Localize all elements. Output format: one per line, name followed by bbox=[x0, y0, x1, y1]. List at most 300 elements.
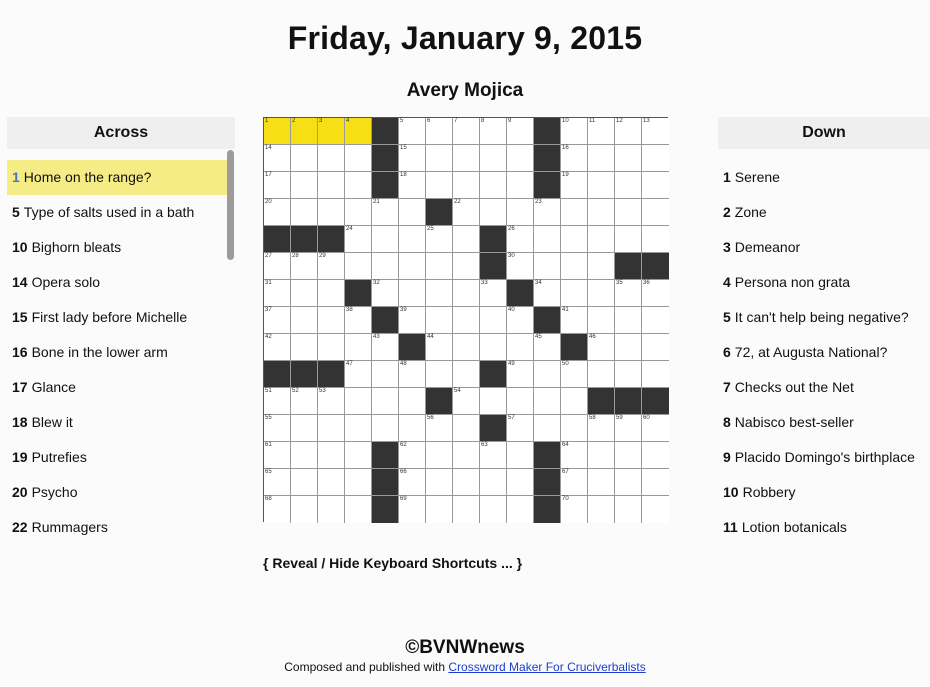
clue-number: 11 bbox=[723, 519, 738, 535]
cell-number: 20 bbox=[265, 199, 272, 205]
grid-cell[interactable] bbox=[453, 415, 480, 442]
grid-cell[interactable] bbox=[264, 469, 291, 496]
grid-cell[interactable] bbox=[534, 334, 561, 361]
black-square bbox=[480, 361, 507, 388]
across-clue-17[interactable] bbox=[7, 370, 229, 405]
grid-cell[interactable] bbox=[345, 118, 372, 145]
grid-cell[interactable] bbox=[291, 307, 318, 334]
grid-cell[interactable] bbox=[480, 145, 507, 172]
cell-number: 63 bbox=[481, 442, 488, 448]
down-clue-3[interactable] bbox=[718, 230, 930, 265]
grid-cell[interactable] bbox=[453, 253, 480, 280]
grid-cell[interactable] bbox=[426, 496, 453, 523]
grid-cell[interactable] bbox=[480, 118, 507, 145]
grid-cell[interactable] bbox=[399, 442, 426, 469]
grid-cell[interactable] bbox=[507, 172, 534, 199]
across-header: Across bbox=[7, 117, 235, 149]
across-clue-10[interactable] bbox=[7, 230, 229, 265]
cell-number: 52 bbox=[292, 388, 299, 394]
cell-number: 4 bbox=[346, 118, 350, 124]
clue-number: 20 bbox=[12, 484, 28, 500]
grid-cell[interactable] bbox=[561, 172, 588, 199]
grid-cell[interactable] bbox=[615, 280, 642, 307]
grid-cell[interactable] bbox=[534, 280, 561, 307]
black-square bbox=[615, 253, 642, 280]
grid-cell[interactable] bbox=[642, 496, 669, 523]
down-header: Down bbox=[718, 117, 930, 149]
footer-brand: ©BVNWnews bbox=[405, 637, 525, 658]
black-square bbox=[372, 442, 399, 469]
down-clue-1[interactable] bbox=[718, 160, 930, 195]
clue-number: 7 bbox=[723, 379, 731, 395]
grid-cell[interactable] bbox=[399, 280, 426, 307]
grid-cell[interactable] bbox=[426, 118, 453, 145]
cell-number: 24 bbox=[346, 226, 353, 232]
grid-cell[interactable] bbox=[588, 307, 615, 334]
grid-cell[interactable] bbox=[345, 361, 372, 388]
cell-number: 7 bbox=[454, 118, 458, 124]
cell-number: 33 bbox=[481, 280, 488, 286]
grid-cell[interactable] bbox=[264, 334, 291, 361]
grid-cell[interactable] bbox=[453, 226, 480, 253]
grid-cell[interactable] bbox=[291, 253, 318, 280]
grid-cell[interactable] bbox=[426, 226, 453, 253]
grid-cell[interactable] bbox=[345, 199, 372, 226]
grid-cell[interactable] bbox=[264, 388, 291, 415]
across-clue-16[interactable] bbox=[7, 335, 229, 370]
cell-number: 25 bbox=[427, 226, 434, 232]
grid-cell[interactable] bbox=[318, 334, 345, 361]
grid-cell[interactable] bbox=[588, 334, 615, 361]
black-square bbox=[615, 388, 642, 415]
grid-cell[interactable] bbox=[561, 469, 588, 496]
clue-number: 10 bbox=[12, 239, 28, 255]
clue-number: 19 bbox=[12, 449, 28, 465]
footer-credit bbox=[0, 660, 930, 674]
grid-cell[interactable] bbox=[480, 172, 507, 199]
grid-cell[interactable] bbox=[561, 388, 588, 415]
across-clue-15[interactable] bbox=[7, 300, 229, 335]
grid-cell[interactable] bbox=[399, 199, 426, 226]
grid-cell[interactable] bbox=[507, 442, 534, 469]
grid-cell[interactable] bbox=[399, 253, 426, 280]
cell-number: 64 bbox=[562, 442, 569, 448]
black-square bbox=[534, 118, 561, 145]
grid-cell[interactable] bbox=[453, 145, 480, 172]
grid-cell[interactable] bbox=[399, 415, 426, 442]
grid-cell[interactable] bbox=[588, 415, 615, 442]
clue-number: 3 bbox=[723, 239, 731, 255]
grid-cell[interactable] bbox=[615, 226, 642, 253]
black-square bbox=[534, 307, 561, 334]
grid-cell[interactable] bbox=[642, 172, 669, 199]
across-clue-22[interactable] bbox=[7, 510, 229, 545]
clue-text: 72, at Augusta National? bbox=[734, 344, 888, 360]
grid-cell[interactable] bbox=[642, 226, 669, 253]
grid-cell[interactable] bbox=[588, 361, 615, 388]
cell-number: 36 bbox=[643, 280, 650, 286]
grid-cell[interactable] bbox=[291, 496, 318, 523]
grid-cell[interactable] bbox=[372, 280, 399, 307]
grid-cell[interactable] bbox=[372, 253, 399, 280]
grid-cell[interactable] bbox=[507, 388, 534, 415]
grid-cell[interactable] bbox=[318, 253, 345, 280]
grid-cell[interactable] bbox=[453, 118, 480, 145]
down-clue-7[interactable] bbox=[718, 370, 930, 405]
cell-number: 69 bbox=[400, 496, 407, 502]
grid-cell[interactable] bbox=[399, 361, 426, 388]
grid-cell[interactable] bbox=[507, 496, 534, 523]
cell-number: 65 bbox=[265, 469, 272, 475]
grid-cell[interactable] bbox=[588, 118, 615, 145]
down-clue-10[interactable] bbox=[718, 475, 930, 510]
grid-cell[interactable] bbox=[615, 361, 642, 388]
grid-cell[interactable] bbox=[345, 496, 372, 523]
grid-cell[interactable] bbox=[291, 280, 318, 307]
grid-cell[interactable] bbox=[291, 199, 318, 226]
cell-number: 45 bbox=[535, 334, 542, 340]
clue-text: Blew it bbox=[31, 414, 73, 430]
grid-cell[interactable] bbox=[615, 145, 642, 172]
grid-cell[interactable] bbox=[264, 496, 291, 523]
cell-number: 53 bbox=[319, 388, 326, 394]
grid-cell[interactable] bbox=[345, 226, 372, 253]
grid-cell[interactable] bbox=[291, 415, 318, 442]
grid-cell[interactable] bbox=[507, 226, 534, 253]
grid-cell[interactable] bbox=[588, 496, 615, 523]
grid-cell[interactable] bbox=[399, 388, 426, 415]
cell-number: 10 bbox=[562, 118, 569, 124]
grid-cell[interactable] bbox=[372, 415, 399, 442]
down-clue-6[interactable] bbox=[718, 335, 930, 370]
grid-cell[interactable] bbox=[318, 442, 345, 469]
cell-number: 6 bbox=[427, 118, 431, 124]
grid-cell[interactable] bbox=[480, 442, 507, 469]
cell-number: 9 bbox=[508, 118, 512, 124]
black-square bbox=[642, 253, 669, 280]
crossword-maker-link[interactable]: Crossword Maker For Cruciverbalists bbox=[448, 660, 646, 674]
grid-cell[interactable] bbox=[372, 199, 399, 226]
across-clue-18[interactable] bbox=[7, 405, 229, 440]
grid-cell[interactable] bbox=[642, 361, 669, 388]
grid-cell[interactable] bbox=[345, 172, 372, 199]
grid-cell[interactable] bbox=[561, 307, 588, 334]
grid-cell[interactable] bbox=[399, 145, 426, 172]
grid-cell[interactable] bbox=[291, 388, 318, 415]
grid-cell[interactable] bbox=[642, 145, 669, 172]
grid-cell[interactable] bbox=[615, 307, 642, 334]
keyboard-shortcuts-toggle[interactable]: { Reveal / Hide Keyboard Shortcuts ... } bbox=[263, 555, 523, 571]
grid-cell[interactable] bbox=[588, 253, 615, 280]
black-square bbox=[372, 496, 399, 523]
grid-cell[interactable] bbox=[453, 361, 480, 388]
grid-cell[interactable] bbox=[318, 496, 345, 523]
grid-cell[interactable] bbox=[453, 442, 480, 469]
black-square bbox=[264, 226, 291, 253]
grid-cell[interactable] bbox=[534, 226, 561, 253]
grid-cell[interactable] bbox=[615, 442, 642, 469]
grid-cell[interactable] bbox=[615, 415, 642, 442]
grid-cell[interactable] bbox=[372, 226, 399, 253]
cell-number: 27 bbox=[265, 253, 272, 259]
grid-cell[interactable] bbox=[588, 469, 615, 496]
grid-cell[interactable] bbox=[345, 415, 372, 442]
down-clue-2[interactable] bbox=[718, 195, 930, 230]
grid-cell[interactable] bbox=[264, 280, 291, 307]
clue-text: Opera solo bbox=[31, 274, 101, 290]
grid-cell[interactable] bbox=[642, 442, 669, 469]
grid-cell[interactable] bbox=[291, 442, 318, 469]
grid-cell[interactable] bbox=[642, 280, 669, 307]
grid-cell[interactable] bbox=[588, 145, 615, 172]
grid-cell[interactable] bbox=[426, 334, 453, 361]
grid-cell[interactable] bbox=[453, 172, 480, 199]
cell-number: 59 bbox=[616, 415, 623, 421]
black-square bbox=[534, 442, 561, 469]
grid-cell[interactable] bbox=[372, 361, 399, 388]
grid-cell[interactable] bbox=[453, 496, 480, 523]
grid-cell[interactable] bbox=[426, 442, 453, 469]
grid-cell[interactable] bbox=[615, 118, 642, 145]
grid-cell[interactable] bbox=[480, 388, 507, 415]
grid-cell[interactable] bbox=[453, 280, 480, 307]
black-square bbox=[534, 172, 561, 199]
across-scrollbar[interactable] bbox=[227, 150, 234, 260]
grid-cell[interactable] bbox=[615, 199, 642, 226]
grid-cell[interactable] bbox=[480, 496, 507, 523]
grid-cell[interactable] bbox=[399, 118, 426, 145]
cell-number: 8 bbox=[481, 118, 485, 124]
grid-cell[interactable] bbox=[345, 469, 372, 496]
grid-cell[interactable] bbox=[399, 469, 426, 496]
clue-text: Type of salts used in a bath bbox=[23, 204, 195, 220]
grid-cell[interactable] bbox=[588, 226, 615, 253]
clue-text: Rummagers bbox=[31, 519, 108, 535]
grid-cell[interactable] bbox=[453, 199, 480, 226]
grid-cell[interactable] bbox=[318, 145, 345, 172]
grid-cell[interactable] bbox=[534, 361, 561, 388]
grid-cell[interactable] bbox=[264, 145, 291, 172]
down-clue-8[interactable] bbox=[718, 405, 930, 440]
grid-cell[interactable] bbox=[561, 145, 588, 172]
grid-cell[interactable] bbox=[264, 415, 291, 442]
grid-cell[interactable] bbox=[372, 388, 399, 415]
grid-cell[interactable] bbox=[615, 172, 642, 199]
grid-cell[interactable] bbox=[642, 199, 669, 226]
grid-cell[interactable] bbox=[480, 199, 507, 226]
black-square bbox=[426, 388, 453, 415]
grid-cell[interactable] bbox=[318, 307, 345, 334]
grid-cell[interactable] bbox=[453, 307, 480, 334]
cell-number: 55 bbox=[265, 415, 272, 421]
cell-number: 56 bbox=[427, 415, 434, 421]
grid-cell[interactable] bbox=[264, 442, 291, 469]
cell-number: 35 bbox=[616, 280, 623, 286]
grid-cell[interactable] bbox=[318, 469, 345, 496]
grid-cell[interactable] bbox=[399, 307, 426, 334]
grid-cell[interactable] bbox=[399, 226, 426, 253]
grid-cell[interactable] bbox=[480, 280, 507, 307]
black-square bbox=[561, 334, 588, 361]
grid-cell[interactable] bbox=[264, 307, 291, 334]
grid-cell[interactable] bbox=[480, 334, 507, 361]
grid-cell[interactable] bbox=[507, 469, 534, 496]
grid-cell[interactable] bbox=[291, 172, 318, 199]
clue-text: First lady before Michelle bbox=[31, 309, 188, 325]
grid-cell[interactable] bbox=[318, 199, 345, 226]
cell-number: 23 bbox=[535, 199, 542, 205]
across-clue-5[interactable] bbox=[7, 195, 229, 230]
across-clue-14[interactable] bbox=[7, 265, 229, 300]
grid-cell[interactable] bbox=[561, 361, 588, 388]
grid-cell[interactable] bbox=[561, 280, 588, 307]
grid-cell[interactable] bbox=[291, 334, 318, 361]
grid-cell[interactable] bbox=[318, 118, 345, 145]
grid-cell[interactable] bbox=[399, 172, 426, 199]
grid-cell[interactable] bbox=[264, 118, 291, 145]
cell-number: 49 bbox=[508, 361, 515, 367]
black-square bbox=[372, 145, 399, 172]
clue-number: 15 bbox=[12, 309, 28, 325]
grid-cell[interactable] bbox=[642, 469, 669, 496]
grid-cell[interactable] bbox=[264, 253, 291, 280]
black-square bbox=[480, 415, 507, 442]
black-square bbox=[372, 172, 399, 199]
clue-text: Lotion botanicals bbox=[741, 519, 847, 535]
clue-text: Psycho bbox=[31, 484, 78, 500]
across-clue-1[interactable] bbox=[7, 160, 229, 195]
across-clue-19[interactable] bbox=[7, 440, 229, 475]
grid-cell[interactable] bbox=[561, 253, 588, 280]
grid-cell[interactable] bbox=[426, 280, 453, 307]
grid-cell[interactable] bbox=[453, 334, 480, 361]
grid-cell[interactable] bbox=[534, 253, 561, 280]
grid-cell[interactable] bbox=[561, 118, 588, 145]
grid-cell[interactable] bbox=[507, 253, 534, 280]
grid-cell[interactable] bbox=[426, 307, 453, 334]
grid-cell[interactable] bbox=[534, 199, 561, 226]
grid-cell[interactable] bbox=[507, 361, 534, 388]
black-square bbox=[399, 334, 426, 361]
grid-cell[interactable] bbox=[588, 442, 615, 469]
grid-cell[interactable] bbox=[291, 118, 318, 145]
grid-cell[interactable] bbox=[561, 415, 588, 442]
down-clue-11[interactable] bbox=[718, 510, 930, 545]
grid-cell[interactable] bbox=[615, 469, 642, 496]
grid-cell[interactable] bbox=[588, 199, 615, 226]
grid-cell[interactable] bbox=[588, 172, 615, 199]
cell-number: 18 bbox=[400, 172, 407, 178]
grid-cell[interactable] bbox=[615, 334, 642, 361]
grid-cell[interactable] bbox=[264, 199, 291, 226]
grid-cell[interactable] bbox=[642, 118, 669, 145]
grid-cell[interactable] bbox=[318, 280, 345, 307]
down-clue-5[interactable] bbox=[718, 300, 930, 335]
grid-cell[interactable] bbox=[345, 442, 372, 469]
clue-number: 9 bbox=[723, 449, 731, 465]
grid-cell[interactable] bbox=[291, 145, 318, 172]
grid-cell[interactable] bbox=[426, 172, 453, 199]
grid-cell[interactable] bbox=[561, 226, 588, 253]
grid-cell[interactable] bbox=[507, 334, 534, 361]
clue-text: Zone bbox=[734, 204, 767, 220]
grid-cell[interactable] bbox=[480, 307, 507, 334]
grid-cell[interactable] bbox=[399, 496, 426, 523]
cell-number: 12 bbox=[616, 118, 623, 124]
grid-cell[interactable] bbox=[534, 388, 561, 415]
cell-number: 47 bbox=[346, 361, 353, 367]
grid-cell[interactable] bbox=[507, 199, 534, 226]
down-clue-4[interactable] bbox=[718, 265, 930, 300]
grid-cell[interactable] bbox=[318, 415, 345, 442]
grid-cell[interactable] bbox=[561, 496, 588, 523]
grid-cell[interactable] bbox=[507, 307, 534, 334]
grid-cell[interactable] bbox=[453, 388, 480, 415]
across-clue-20[interactable] bbox=[7, 475, 229, 510]
grid-cell[interactable] bbox=[345, 388, 372, 415]
clue-number: 17 bbox=[12, 379, 28, 395]
grid-cell[interactable] bbox=[291, 469, 318, 496]
grid-cell[interactable] bbox=[561, 199, 588, 226]
grid-cell[interactable] bbox=[426, 361, 453, 388]
grid-cell[interactable] bbox=[426, 415, 453, 442]
grid-cell[interactable] bbox=[426, 253, 453, 280]
footer-text: Composed and published with bbox=[284, 660, 446, 674]
grid-cell[interactable] bbox=[372, 334, 399, 361]
grid-cell[interactable] bbox=[345, 307, 372, 334]
grid-cell[interactable] bbox=[453, 469, 480, 496]
grid-cell[interactable] bbox=[561, 442, 588, 469]
grid-cell[interactable] bbox=[642, 415, 669, 442]
grid-cell[interactable] bbox=[615, 496, 642, 523]
cell-number: 51 bbox=[265, 388, 272, 394]
clue-text: Demeanor bbox=[734, 239, 801, 255]
grid-cell[interactable] bbox=[345, 253, 372, 280]
cell-number: 5 bbox=[400, 118, 404, 124]
grid-cell[interactable] bbox=[642, 307, 669, 334]
black-square bbox=[534, 496, 561, 523]
grid-cell[interactable] bbox=[642, 334, 669, 361]
grid-cell[interactable] bbox=[507, 118, 534, 145]
black-square bbox=[480, 253, 507, 280]
grid-cell[interactable] bbox=[588, 280, 615, 307]
across-clue-list bbox=[7, 160, 229, 545]
down-clue-9[interactable] bbox=[718, 440, 930, 475]
cell-number: 17 bbox=[265, 172, 272, 178]
grid-cell[interactable] bbox=[480, 469, 507, 496]
grid-cell[interactable] bbox=[345, 334, 372, 361]
cell-number: 3 bbox=[319, 118, 323, 124]
grid-cell[interactable] bbox=[426, 145, 453, 172]
clue-text: Placido Domingo's birthplace bbox=[734, 449, 915, 465]
clue-number: 18 bbox=[12, 414, 28, 430]
cell-number: 61 bbox=[265, 442, 272, 448]
grid-cell[interactable] bbox=[507, 145, 534, 172]
grid-cell[interactable] bbox=[264, 172, 291, 199]
clue-number: 4 bbox=[723, 274, 731, 290]
grid-cell[interactable] bbox=[426, 469, 453, 496]
grid-cell[interactable] bbox=[318, 172, 345, 199]
grid-cell[interactable] bbox=[534, 415, 561, 442]
grid-cell[interactable] bbox=[507, 415, 534, 442]
clue-number: 5 bbox=[723, 309, 731, 325]
black-square bbox=[426, 199, 453, 226]
grid-cell[interactable] bbox=[318, 388, 345, 415]
grid-cell[interactable] bbox=[345, 145, 372, 172]
cell-number: 42 bbox=[265, 334, 272, 340]
clue-text: Bighorn bleats bbox=[31, 239, 122, 255]
crossword-grid bbox=[263, 117, 668, 522]
